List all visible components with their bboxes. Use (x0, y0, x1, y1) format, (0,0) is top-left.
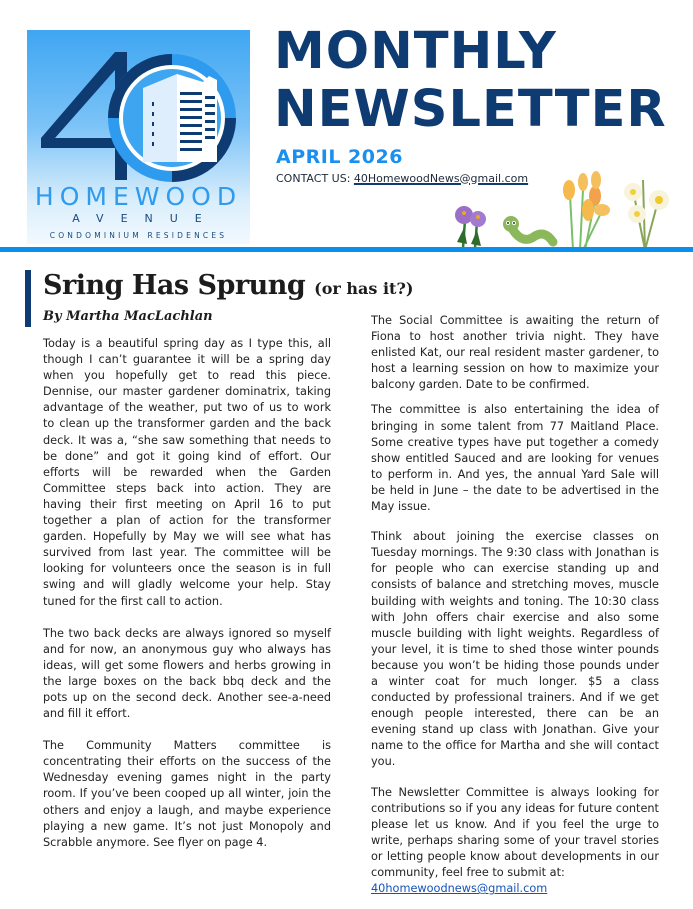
header-divider (0, 247, 693, 252)
logo-text-avenue: AVENUE (72, 212, 219, 225)
issue-date: APRIL 2026 (276, 146, 403, 168)
headline-accent-bar (25, 270, 31, 327)
paragraph: Today is a beautiful spring day as I type this, all though I can’t guarantee it will be a spring day when you hopefully get to read this piece. Dennise, our master gardener dominatrix, taking advantage of the weather, put two of us to work to clean up the transformer garden and the back deck. It was a, “she saw something that needs to be done” and got it going kind of effort. Our efforts will be rewarded when the Garden Committee steps back into action. They are having their first meeting on April 16 to put together a plan of action for the transformer garden. Hopefully by May we will see what has survived from last year. The committee will be looking for volunteers once the season is in full swing and will gladly welcome your help. Stay tuned for the first call to action. (43, 337, 331, 608)
article-byline: By Martha MacLachlan (43, 309, 213, 324)
article-column-right (371, 313, 659, 897)
headline-sub: (or has it?) (314, 279, 414, 298)
newsletter-title-line1: MONTHLY (274, 22, 557, 81)
logo (27, 30, 250, 244)
caterpillar-icon (503, 216, 553, 242)
paragraph (371, 785, 659, 898)
article-column-left (43, 336, 331, 851)
paragraph: The Community Matters committee is concentrating their efforts on the success of the Wednesday evening games night in the party room. If you’ve been cooped up all winter, join the others and enjoy a laugh, and maybe experience playing a new game. It’s not just Monopoly and Scrabble anymore. See flyer on page 4. (43, 739, 331, 849)
crocus-icon (455, 206, 486, 248)
article-headline (43, 270, 413, 301)
contact-label: CONTACT US: (276, 172, 351, 185)
contact-email-link[interactable]: 40HomewoodNews@gmail.com (353, 172, 529, 185)
paragraph: The two back decks are always ignored so myself and for now, an anonymous guy who always has ideas, will get some flowers and herbs growing in the large boxes on the back bbq deck and the pots up on the second deck. Another see-a-need and fill it effort. (43, 626, 331, 721)
paragraph-text: The Newsletter Committee is always looking for contributions so if you any ideas for future content please let us know. And if you feel the urge to write, perhaps sharing some of your travel stories or letting people know about developments in our community, feel free to submit at: (371, 785, 659, 879)
logo-text-homewood: HOMEWOOD (34, 182, 243, 211)
tulips-icon (563, 171, 610, 250)
submit-email-link[interactable]: 40homewoodnews@gmail.com (371, 882, 548, 896)
paragraph: Think about joining the exercise classes on Tuesday mornings. The 9:30 class with Jonathan is for people who can exercise standing up and consists of balance and stretching moves, muscle building with weights and toning. The 10:30 class with John offers chair exercise and also some muscle building with light weights. Regardless of your level, it is time to shed those winter pounds because you won’t be hiding those pounds under a winter coat for much longer. $5 a class conducted by professional trainers. And if we get enough people interested, there can be an evening stand up class with Jonathan. Give your name to the office for Martha and she will contact you. (371, 530, 659, 769)
headline-main: Sring Has Sprung (43, 270, 306, 301)
paragraph: The Social Committee is awaiting the return of Fiona to host another trivia night. They have enlisted Kat, our real resident master gardener, to host a learning session on how to maximize your balcony garden. Date to be confirmed. (371, 314, 659, 392)
spring-decoration (445, 170, 675, 250)
daffodils-icon (624, 180, 669, 250)
logo-text-condominium: CONDOMINIUM RESIDENCES (49, 231, 228, 240)
paragraph: The committee is also entertaining the idea of bringing in some talent from 77 Maitland Place. Some creative types have put together a comedy show entitled Sauced and are looking for venues to perform in. And yes, the annual Yard Sale will be held in June – the date to be advertised in the May issue. (371, 403, 659, 514)
newsletter-title-line2: NEWSLETTER (274, 80, 667, 139)
